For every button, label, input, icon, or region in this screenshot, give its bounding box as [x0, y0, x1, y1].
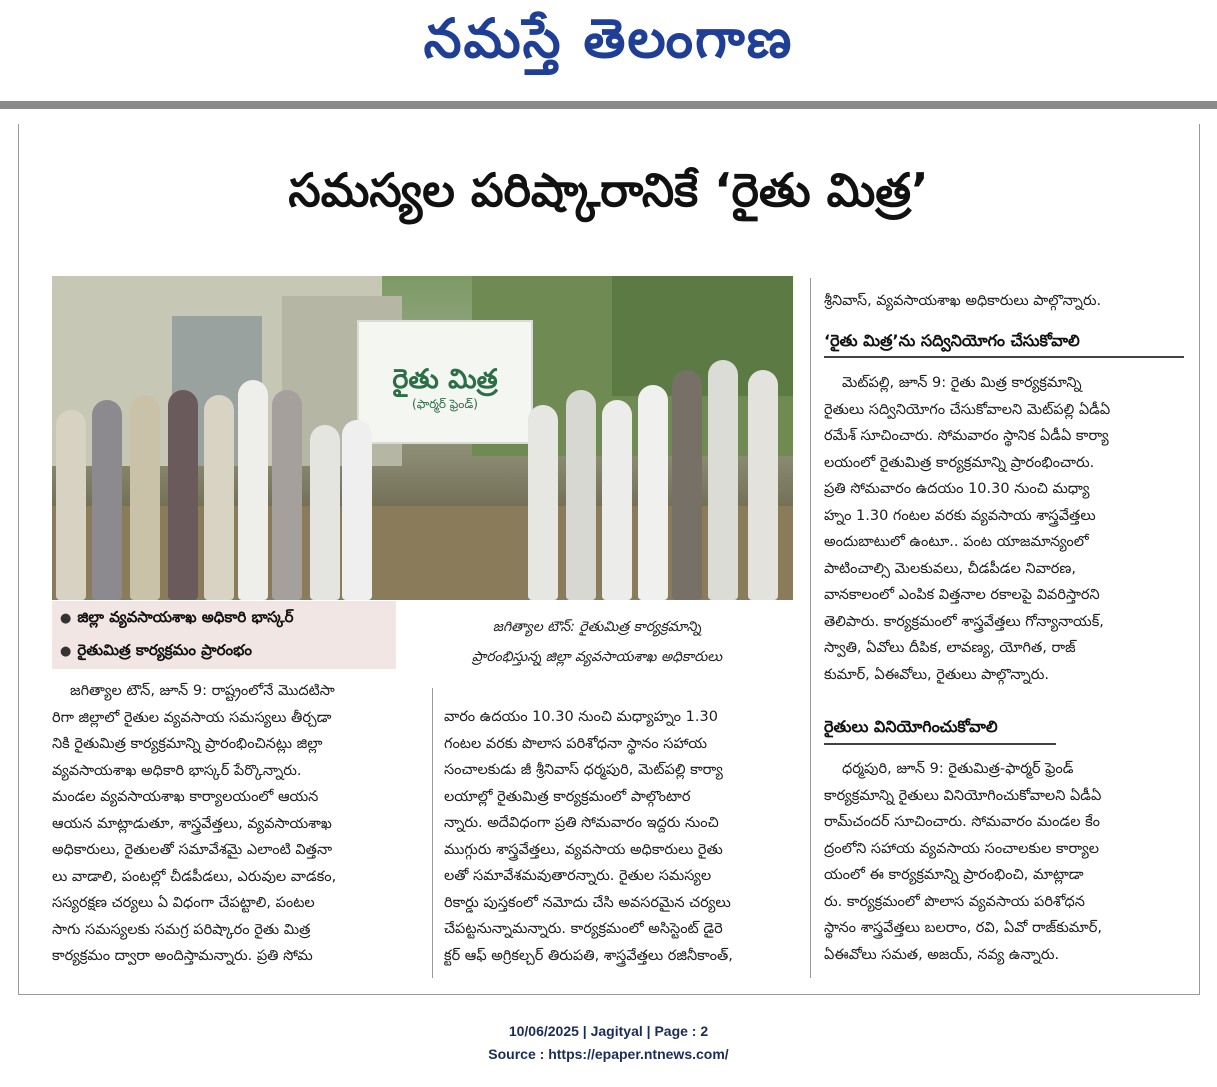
source-link[interactable]: Source : https://epaper.ntnews.com/	[488, 1046, 729, 1062]
text-line: అందుబాటులో ఉంటూ.. పంట యాజమాన్యంలో	[824, 534, 1089, 550]
text-line: ఆయన మాట్లాడుతూ, శాస్త్రవేత్తలు, వ్యవసాయశాఖ	[52, 815, 332, 832]
text-line: శ్రీనివాస్, వ్యవసాయశాఖ అధికారులు పాల్గొన్నారు.	[824, 293, 1102, 309]
text-line: న్నారు. అదేవిధంగా ప్రతి సోమవారం ఇద్దరు నుంచి	[444, 815, 719, 831]
text-line: హ్నం 1.30 గంటల వరకు వ్యవసాయ శాస్త్రవేత్తలు	[824, 507, 1096, 524]
edition-info: 10/06/2025 | Jagityal | Page : 2	[508, 1023, 709, 1039]
headline: సమస్యల పరిష్కారానికే ‘రైతు మిత్ర’	[288, 163, 929, 217]
text-line: సంచాలకుడు జీ శ్రీనివాస్ ధర్మపురి, మెట్‌పల్లి కార్యా	[444, 762, 723, 778]
person	[708, 360, 738, 600]
text-line: కుమార్, ఏఈవోలు, రైతులు పాల్గొన్నారు.	[824, 666, 1049, 683]
person	[238, 380, 268, 600]
news-photo	[52, 276, 793, 600]
text-line: యంలో ఈ కార్యక్రమాన్ని ప్రారంభించి, మాట్లాడా	[824, 867, 1084, 883]
person	[92, 400, 122, 600]
text-line: మెట్‌పల్లి, జూన్ 9: రైతు మిత్ర కార్యక్రమాన్ని	[842, 375, 1082, 391]
text-line: జగిత్యాల టౌన్, జూన్ 9: రాష్ట్రంలోనే మొదటిసా	[70, 683, 335, 699]
text-line: రైతులు సద్వినియోగం చేసుకోవాలని మెట్‌పల్లి ఏడీఏ	[824, 401, 1111, 418]
photo-caption	[400, 612, 794, 672]
column-rule	[432, 688, 433, 978]
text-line: సస్యరక్షణ చర్యలు ఏ విధంగా చేపట్టాలి, పంటల	[52, 895, 315, 911]
text-line: లతో సమావేశమవుతారన్నారు. రైతుల సమస్యల	[444, 868, 712, 884]
text-line: పాటించాల్సి మెలకువలు, చీడపీడల నివారణ,	[824, 560, 1076, 577]
text-line: కార్యక్రమాన్ని రైతులు వినియోగించుకోవాలని ఏడీఏ	[824, 787, 1102, 804]
text-line: ధర్మపురి, జూన్ 9: రైతుమిత్ర-ఫార్మర్ ఫ్రెండ్	[842, 761, 1074, 777]
article-column-right-top	[824, 288, 1180, 315]
person	[56, 410, 86, 600]
banner-title: రైతు మిత్ర	[392, 364, 498, 395]
group-of-people	[52, 346, 793, 600]
subheading-farmers-use: రైతులు వినియోగించుకోవాలి	[824, 717, 998, 736]
masthead	[0, 0, 1217, 100]
page-footer	[0, 1020, 1217, 1066]
subheading-rule	[824, 356, 1184, 358]
article-border-right	[1199, 124, 1200, 994]
text-line: క్టర్ ఆఫ్ అగ్రికల్చర్ తిరుపతి, శాస్త్రవేత్తలు రజినీకాంత్,	[444, 947, 733, 964]
article-border-left	[18, 124, 19, 994]
text-line: ప్రతి సోమవారం ఉదయం 10.30 నుంచి మధ్యా	[824, 481, 1090, 497]
text-line: లయంలో రైతుమిత్ర కార్యక్రమాన్ని ప్రారంభించారు.	[824, 454, 1095, 471]
text-line: రిగా జిల్లాలో రైతుల వ్యవసాయ సమస్యలు తీర్చడా	[52, 709, 332, 726]
highlight-item: ● రైతుమిత్ర కార్యక్రమం ప్రారంభం	[60, 641, 252, 659]
banner-subtitle: (ఫార్మర్ ఫ్రెండ్)	[412, 397, 478, 411]
article-column-middle	[444, 704, 794, 969]
person	[602, 400, 632, 600]
column-rule	[810, 278, 811, 978]
text-line: వానకాలంలో ఎంపిక విత్తనాల రకాలపై వివరిస్తారని	[824, 587, 1100, 603]
subheading-rythu-mitra-use: ‘రైతు మిత్ర’ను సద్వినియోగం చేసుకోవాలి	[824, 331, 1080, 350]
bullet-icon: ●	[60, 611, 72, 626]
article-column-right-para2	[824, 756, 1180, 968]
text-line: మండల వ్యవసాయశాఖ కార్యాలయంలో ఆయన	[52, 789, 319, 805]
photo-caption-line: ప్రారంభిస్తున్న జిల్లా వ్యవసాయశాఖ అధికారులు	[471, 649, 723, 665]
article-column-left	[52, 678, 408, 970]
text-line: నికి రైతుమిత్ర కార్యక్రమాన్ని ప్రారంభించినట్లు జిల్లా	[52, 736, 323, 752]
text-line: రమేశ్ సూచించారు. సోమవారం స్థానిక ఏడీఏ కార్యా	[824, 428, 1109, 444]
text-line: రు. కార్యక్రమంలో పొలాస వ్యవసాయ పరిశోధన	[824, 893, 1085, 910]
text-line: రికార్డు పుస్తకంలో నమోదు చేసి అవసరమైన చర్యలు	[444, 894, 731, 911]
text-line: సాగు సమస్యలకు సమగ్ర పరిష్కారం రైతు మిత్ర	[52, 921, 311, 938]
person	[310, 425, 340, 600]
text-line: గంటల వరకు పొలాస పరిశోధనా స్థానం సహాయ	[444, 735, 708, 752]
text-line: అధికారులు, రైతులతో సమావేశమై ఎలాంటి విత్తనా	[52, 842, 333, 858]
text-line: వ్యవసాయశాఖ అధికారి భాస్కర్ పేర్కొన్నారు.	[52, 762, 302, 779]
person	[342, 420, 372, 600]
person	[638, 385, 668, 600]
text-line: లయాల్లో రైతుమిత్ర కార్యక్రమంలో పాల్గొంటార	[444, 788, 691, 805]
article-column-right-para1	[824, 370, 1180, 688]
text-line: స్థానం శాస్త్రవేత్తలు బలరాం, రవి, ఏవో రాజ్‌కుమార్,	[824, 920, 1102, 936]
bullet-icon: ●	[60, 644, 72, 659]
text-line: కార్యక్రమం ద్వారా అందిస్తామన్నారు. ప్రతి సోమ	[52, 948, 313, 964]
person	[168, 390, 198, 600]
person	[272, 390, 302, 600]
text-line: తెలిపారు. కార్యక్రమంలో శాస్త్రవేత్తలు గోన్యానాయక్,	[824, 613, 1104, 630]
newspaper-logo: నమస్తే తెలంగాణ	[423, 7, 794, 70]
article-border-bottom	[18, 994, 1200, 995]
person	[748, 370, 778, 600]
person	[528, 405, 558, 600]
text-line: ఏఈవోలు సమత, అజయ్, నవ్య ఉన్నారు.	[824, 946, 1060, 963]
text-line: లు వాడాలి, పంటల్లో చీడపీడలు, ఎరువుల వాడకం,	[52, 868, 337, 885]
highlight-item: ● జిల్లా వ్యవసాయశాఖ అధికారి భాస్కర్	[60, 608, 294, 626]
photo-caption-line: జగిత్యాల టౌన్: రైతుమిత్ర కార్యక్రమాన్ని	[492, 619, 702, 635]
person	[566, 390, 596, 600]
text-line: ద్రంలోని సహాయ వ్యవసాయ సంచాలకుల కార్యాల	[824, 840, 1100, 857]
person	[204, 395, 234, 600]
masthead-rule	[0, 101, 1217, 109]
text-line: వారం ఉదయం 10.30 నుంచి మధ్యాహ్నం 1.30	[444, 709, 718, 725]
person	[672, 370, 702, 600]
text-line: చేపట్టనున్నామన్నారు. కార్యక్రమంలో అసిస్టెంట్ డైరె	[444, 921, 723, 937]
text-line: రామ్‌చందర్ సూచించారు. సోమవారం మండల కేం	[824, 814, 1101, 830]
person	[130, 395, 160, 600]
text-line: ముగ్గురు శాస్త్రవేత్తలు, వ్యవసాయ అధికారులు రైతు	[444, 841, 723, 858]
subheading-rule	[824, 743, 1056, 745]
highlights-box	[52, 601, 396, 669]
text-line: స్వాతి, ఏవోలు దీపిక, లావణ్య, యోగిత, రాజ్	[824, 640, 1076, 656]
